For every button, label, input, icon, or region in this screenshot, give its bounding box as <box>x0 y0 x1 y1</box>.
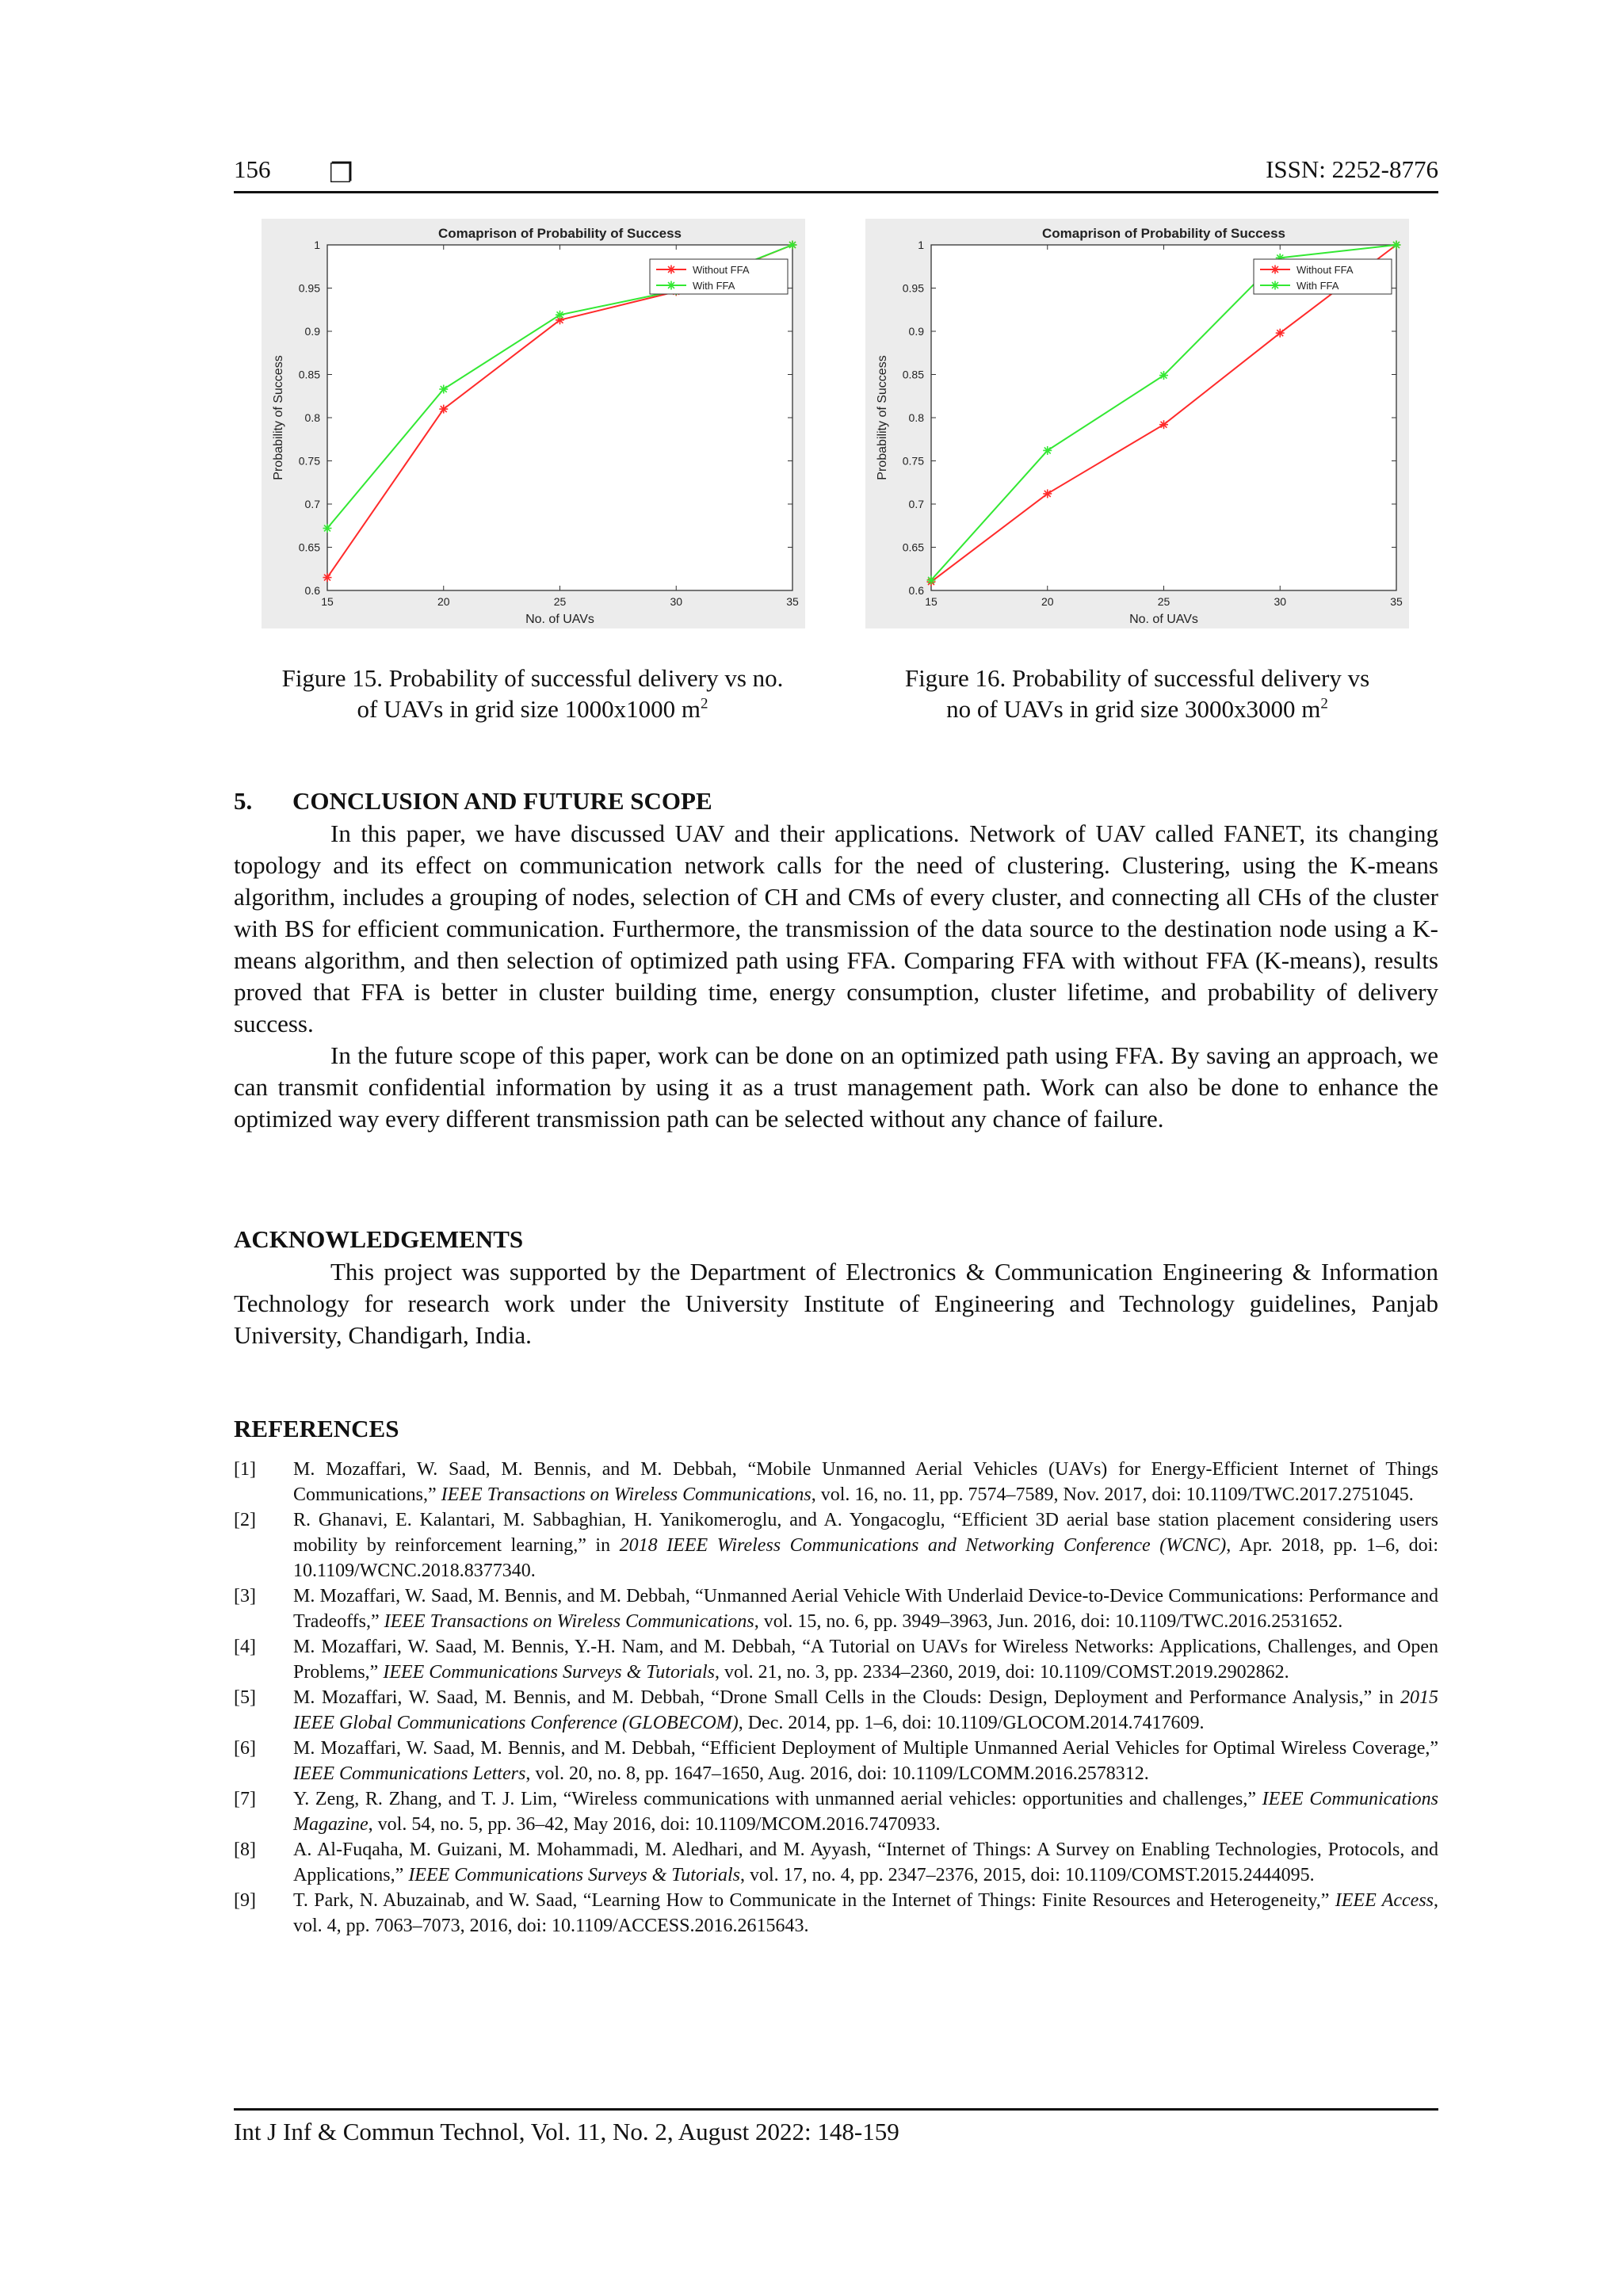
page-footer: Int J Inf & Commun Technol, Vol. 11, No. 2, August 2022: 148-159 <box>234 2118 899 2145</box>
reference-item <box>234 1584 1438 1634</box>
x-tick-label: 25 <box>1157 595 1170 608</box>
reference-item <box>234 1888 1438 1939</box>
reference-item <box>234 1837 1438 1888</box>
reference-number: [1] <box>234 1459 256 1480</box>
data-point <box>323 573 332 582</box>
page-number: 156 <box>234 155 271 183</box>
reference-number: [8] <box>234 1839 256 1860</box>
references-heading: REFERENCES <box>234 1415 399 1442</box>
data-point <box>927 575 936 584</box>
y-tick-label: 0.85 <box>298 368 320 381</box>
footer-rule <box>234 2108 1438 2111</box>
acknowledgements-heading: ACKNOWLEDGEMENTS <box>234 1225 524 1253</box>
data-point <box>1276 329 1285 338</box>
figure-16-chart <box>865 219 1409 628</box>
caption-text: of UAVs in grid size 1000x1000 m <box>357 695 701 723</box>
data-point <box>1392 241 1401 250</box>
data-point <box>1043 489 1052 498</box>
caption-sup: 2 <box>1320 695 1328 712</box>
caption-sup: 2 <box>700 695 708 712</box>
x-tick-label: 30 <box>670 595 683 608</box>
data-point <box>556 311 564 319</box>
caption-line <box>844 693 1430 724</box>
x-tick-label: 25 <box>553 595 567 608</box>
y-tick-label: 0.7 <box>908 498 924 510</box>
issn: ISSN: 2252-8776 <box>1266 155 1438 183</box>
chart-16-svg <box>865 219 1409 628</box>
figure-16-caption <box>844 663 1430 724</box>
plot-area <box>931 245 1396 590</box>
section-title: CONCLUSION AND FUTURE SCOPE <box>292 787 712 815</box>
y-tick-label: 0.95 <box>902 281 924 295</box>
y-axis-label: Probability of Success <box>876 355 889 480</box>
data-point <box>1271 266 1280 274</box>
reference-text: M. Mozaffari, W. Saad, M. Bennis, and M. Debbah, “Efficient Deployment of Multiple Unmanned Aerial Vehicles for Optimal Wireless Coverage,” IEEE Communications Letters, vol. 20, no. 8, pp. 1647–1650, Aug. 2016, doi: 10.1109/LCOMM.2016.2578312. <box>293 1738 1438 1784</box>
chart-title: Comaprison of Probability of Success <box>437 226 682 241</box>
data-point <box>323 524 332 533</box>
reference-number: [9] <box>234 1890 256 1911</box>
section-heading <box>234 787 712 816</box>
reference-text: M. Mozaffari, W. Saad, M. Bennis, and M. Debbah, “Mobile Unmanned Aerial Vehicles (UAVs) for Energy-Efficient Internet of Things Communications,” IEEE Transactions on Wireless Communications, vol. 16, no. 11, pp. 7574–7589, Nov. 2017, doi: 10.1109/TWC.2017.2751045. <box>293 1459 1438 1505</box>
box-icon: ❐ <box>329 159 353 189</box>
reference-number: [3] <box>234 1586 256 1606</box>
legend-label: With FFA <box>693 280 735 292</box>
header-rule <box>234 191 1438 193</box>
chart-15-svg <box>262 219 805 628</box>
reference-number: [4] <box>234 1637 256 1657</box>
y-tick-label: 0.8 <box>908 411 924 424</box>
x-tick-label: 20 <box>1041 595 1054 608</box>
reference-text: R. Ghanavi, E. Kalantari, M. Sabbaghian, H. Yanikomeroglu, and A. Yongacoglu, “Efficient 3D aerial base station placement considering users mobility by reinforcement learning,” in 2018 IEEE Wireless Communications and Networking Conference (WCNC), Apr. 2018, pp. 1–6, doi: 10.1109/WCNC.2018.8377340. <box>293 1510 1439 1581</box>
figure-15-caption <box>239 663 826 724</box>
y-tick-label: 1 <box>918 239 924 251</box>
reference-text: M. Mozaffari, W. Saad, M. Bennis, and M. Debbah, “Drone Small Cells in the Clouds: Design, Deployment and Performance Analysis,” in 2015 IEEE Global Communications Conference (GLOBECOM), Dec. 2014, pp. 1–6, doi: 10.1109/GLOCOM.2014.7417609. <box>293 1687 1438 1733</box>
section-number: 5. <box>234 787 253 815</box>
data-point <box>667 266 676 274</box>
reference-number: [2] <box>234 1510 256 1530</box>
reference-text: M. Mozaffari, W. Saad, M. Bennis, and M. Debbah, “Unmanned Aerial Vehicle With Underlaid Device-to-Device Communications: Performance and Tradeoffs,” IEEE Transactions on Wireless Communications, vol. 15, no. 6, pp. 3949–3963, Jun. 2016, doi: 10.1109/TWC.2016.2531652. <box>293 1586 1438 1632</box>
data-point <box>789 241 797 250</box>
y-tick-label: 0.6 <box>908 584 924 597</box>
y-tick-label: 0.65 <box>902 541 924 554</box>
y-tick-label: 0.65 <box>298 541 320 554</box>
y-tick-label: 0.85 <box>902 368 924 381</box>
legend-label: With FFA <box>1296 280 1339 292</box>
y-tick-label: 0.9 <box>304 325 320 338</box>
x-axis-label: No. of UAVs <box>525 613 594 626</box>
chart-title: Comaprison of Probability of Success <box>1041 226 1286 241</box>
y-tick-label: 0.9 <box>908 325 924 338</box>
reference-text: A. Al-Fuqaha, M. Guizani, M. Mohammadi, M. Aledhari, and M. Ayyash, “Internet of Things: A Survey on Enabling Technologies, Protocols, and Applications,” IEEE Communications Surveys & Tutorials, vol. 17, no. 4, pp. 2347–2376, 2015, doi: 10.1109/COMST.2015.2444095. <box>293 1839 1438 1885</box>
caption-line: Figure 16. Probability of successful delivery vs <box>904 664 1370 692</box>
legend-label: Without FFA <box>1296 264 1354 276</box>
reference-number: [6] <box>234 1738 256 1759</box>
data-point <box>1159 371 1168 380</box>
caption-line <box>239 693 826 724</box>
reference-item <box>234 1786 1438 1837</box>
page-header <box>234 155 1438 190</box>
y-tick-label: 0.7 <box>304 498 320 510</box>
y-tick-label: 0.75 <box>298 454 320 468</box>
y-tick-label: 0.75 <box>902 454 924 468</box>
reference-item <box>234 1507 1438 1584</box>
reference-item <box>234 1634 1438 1685</box>
reference-number: [5] <box>234 1687 256 1708</box>
reference-text: M. Mozaffari, W. Saad, M. Bennis, Y.-H. Nam, and M. Debbah, “A Tutorial on UAVs for Wireless Networks: Applications, Challenges, and Open Problems,” IEEE Communications Surveys & Tutorials, vol. 21, no. 3, pp. 2334–2360, 2019, doi: 10.1109/COMST.2019.2902862. <box>293 1637 1438 1683</box>
reference-text: Y. Zeng, R. Zhang, and T. J. Lim, “Wireless communications with unmanned aerial vehicles: opportunities and challenges,” IEEE Communications Magazine, vol. 54, no. 5, pp. 36–42, May 2016, doi: 10.1109/MCOM.2016.7470933. <box>293 1789 1438 1835</box>
x-tick-label: 35 <box>786 595 799 608</box>
y-axis-label: Probability of Success <box>272 355 285 480</box>
x-tick-label: 35 <box>1390 595 1403 608</box>
y-tick-label: 0.95 <box>298 281 320 295</box>
figure-15-chart <box>262 219 805 628</box>
caption-text: no of UAVs in grid size 3000x3000 m <box>946 695 1321 723</box>
conclusion-paragraph-2: In the future scope of this paper, work can be done on an optimized path using FFA. By saving an approach, we can transmit confidential information by using it as a trust management path. Work can also be done to enhance the optimized way every different transmission path can be selected without any chance of failure. <box>234 1041 1438 1133</box>
legend-label: Without FFA <box>693 264 750 276</box>
x-tick-label: 15 <box>321 595 334 608</box>
reference-text: T. Park, N. Abuzainab, and W. Saad, “Learning How to Communicate in the Internet of Things: Finite Resources and Heterogeneity,” IEEE Access, vol. 4, pp. 7063–7073, 2016, doi: 10.1109/ACCESS.2016.2615643. <box>293 1890 1438 1936</box>
reference-item <box>234 1736 1438 1786</box>
conclusion-paragraph-1: In this paper, we have discussed UAV and their applications. Network of UAV called FANET, its changing topology and its effect on communication network calls for the need of clustering. Clustering, using the K-means algorithm, includes a grouping of nodes, selection of CH and CMs of every cluster, and connecting all CHs of the cluster with BS for efficient communication. Furthermore, the transmission of the data source to the destination node using a K-means algorithm, and then selection of optimized path using FFA. Comparing FFA with without FFA (K-means), results proved that FFA is better in cluster building time, energy consumption, cluster lifetime, and probability of delivery success. <box>234 819 1438 1037</box>
data-point <box>439 405 448 414</box>
caption-line: Figure 15. Probability of successful delivery vs no. <box>281 664 784 692</box>
x-tick-label: 20 <box>437 595 450 608</box>
data-point <box>667 281 676 290</box>
data-point <box>1159 420 1168 429</box>
data-point <box>1271 281 1280 290</box>
reference-item <box>234 1457 1438 1507</box>
y-tick-label: 0.6 <box>304 584 320 597</box>
plot-area <box>327 245 792 590</box>
y-tick-label: 0.8 <box>304 411 320 424</box>
reference-list <box>234 1457 1438 1939</box>
reference-number: [7] <box>234 1789 256 1809</box>
x-tick-label: 15 <box>925 595 938 608</box>
data-point <box>439 385 448 394</box>
data-point <box>1043 446 1052 455</box>
reference-item <box>234 1685 1438 1736</box>
acknowledgements-text: This project was supported by the Department of Electronics & Communication Engineering & Information Technology for research work under the University Institute of Engineering and Technology guidelines, Panjab University, Chandigarh, India. <box>234 1258 1438 1349</box>
x-axis-label: No. of UAVs <box>1129 613 1198 626</box>
y-tick-label: 1 <box>314 239 320 251</box>
x-tick-label: 30 <box>1274 595 1287 608</box>
